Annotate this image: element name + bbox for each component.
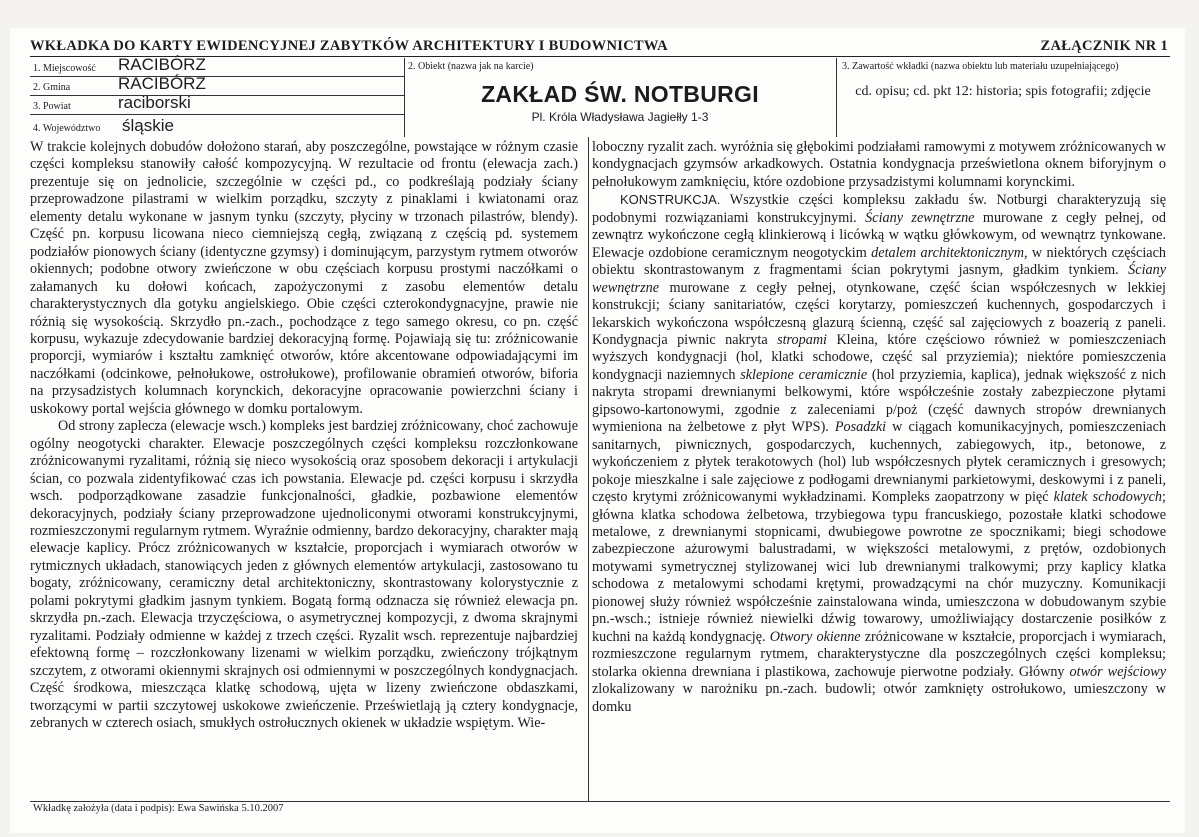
contents-field xyxy=(836,58,1170,137)
county-value: raciborski xyxy=(118,93,191,112)
contents-value: cd. opisu; cd. pkt 12: historia; spis fotografii; zdjęcie xyxy=(855,84,1151,99)
footer-rule xyxy=(30,801,1170,802)
location-fields xyxy=(30,55,405,137)
construction-heading: KONSTRUKCJA. xyxy=(620,192,721,208)
voivodeship-label: 4. Województwo xyxy=(33,123,101,134)
construction-paragraph xyxy=(592,191,1166,716)
footer-signature: Wkładkę założyła (data i podpis): Ewa Sawińska 5.10.2007 xyxy=(33,803,284,814)
construction-text: (hol przyziemia, kaplica), jednak większość z nich nakryta stropami drewnianymi belkowymi, które współcześnie zostały zabezpieczone płytami gipsowo-kartonowymi, zgodnie z zaleceniami p/poż (część dawnych stropów drewnianych wymieniona na żelbetowe z płyt WPS). xyxy=(592,366,1166,436)
object-field xyxy=(404,58,837,137)
commune-label: 2. Gmina xyxy=(33,82,71,93)
construction-term: otwór wejściowy xyxy=(1069,663,1166,680)
object-address: Pl. Króla Władysława Jagiełły 1-3 xyxy=(531,110,709,124)
document-title: WKŁADKA DO KARTY EWIDENCYJNEJ ZABYTKÓW ARCHITEKTURY I BUDOWNICTWA xyxy=(30,38,668,54)
locality-value: RACIBÓRZ xyxy=(118,55,206,74)
object-name: ZAKŁAD ŚW. NOTBURGI xyxy=(481,81,759,107)
construction-term: detalem architektonicznym xyxy=(871,244,1024,261)
contents-label: 3. Zawartość wkładki (nazwa obiektu lub materiału uzupełniającego) xyxy=(842,61,1119,72)
right-text-column xyxy=(592,139,1166,716)
construction-text: zlokalizowany w narożniku pn.-zach. budowli; otwór zamknięty ostrołukowo, umieszczony w domku xyxy=(592,681,1166,715)
left-paragraph-1: W trakcie kolejnych dobudów dołożono starań, aby poszczególne, powstające w różnym czasie części kompleksu stanowiły całość kompozycyjną. W rezultacie od frontu (elewacja zach.) prezentuje się on jednolicie, szczególnie w części pd., co podkreślają podziały ściany przeprowadzone pilastrami w wielkim porządku, szczyty z pinaklami i kwiatonami oraz elementy detalu wykonane w jasnym tynku (szczyty, płyciny w trzonach pilastrów, blendy). Część pn. korpusu licowana nieco ciemniejszą cegłą, związaną z częścią pd. systemem podziałów pionowych ściany (identyczne gzymsy) i dominującym, parzystym rytmem otworów okiennych; podobne otwory zwieńczone w obu częściach korpusu prostymi naczółkami o załamanych ku dołowi końcach, zapożyczonymi z zasobu elementów detalu charakterystycznych dla gotyku angielskiego. Obie części czterokondygnacyjne, prawie nie różnią się wysokością. Skrzydło pn.-zach., pochodzące z tego samego okresu, co pn. część korpusu, wykazuje zdecydowanie bardziej dekoracyjną formę. Pojawiają się tu: zróżnicowanie proporcji, wymiarów i kształtu zamknięć otworów, które akcentowane odpowiadającymi im naczółkami (odcinkowe, pełnołukowe, ostrołukowe), profilowanie obramień otworów, biforia na przysadzistych kolumnach korynckich, dekoracyjne opracowanie powierzchni ściany i uskokowy portal wejścia głównego w domku portalowym. xyxy=(30,139,578,417)
construction-term: Ściany zewnętrzne xyxy=(865,209,975,226)
header-table xyxy=(30,55,1170,137)
commune-row xyxy=(30,74,404,96)
construction-text: Wszystkie części kompleksu zakładu św. Notburgi charakteryzują się podobnymi rozwiązaniami konstrukcyjnymi. xyxy=(592,192,1166,226)
construction-text: murowane z cegły pełnej, od zewnątrz wykończone cegłą klinkierową i licówką w wątku główkowym, od wewnątrz tynkowane. Elewacje ozdobione ceramicznym neogotyckim xyxy=(592,209,1166,261)
column-divider xyxy=(588,137,589,802)
voivodeship-value: śląskie xyxy=(122,116,174,135)
construction-term: Otwory okienne xyxy=(769,628,861,645)
title-bar xyxy=(30,36,1170,57)
construction-text: w ciągach komunikacyjnych, pomieszczeniach sanitarnych, piwnicznych, gospodarczych, kuchennych, zabiegowych, itp., betonowe, z wykończeniem z płytek terakotowych (hol) lub współczesnych płytek ceramicznych i gresowych; pokoje mieszkalne i sale zajęciowe z podłogami drewnianymi parkietowymi, deskowymi i z paneli, często krytymi zróżnicowanymi wykładzinami. Kompleks zaopatrzony w pięć xyxy=(592,419,1166,506)
construction-text: murowane z cegły pełnej, otynkowane, część ścian współczesnych w lekkiej konstrukcji; ściany sanitariatów, części korytarzy, pomieszczeń kuchennych, gospodarczych i lekarskich wykończona współczesną glazurą ścienną, część sal zajęciowych z boazerią z paneli. Kondygnacja piwnic nakryta xyxy=(592,279,1166,348)
construction-text: Kleina, które częściowo również w pomieszczeniach wyższych kondygnacji (hol, klatki schodowe, część sal przyziemia); niektóre pomieszczenia kondygnacji naziemnych xyxy=(592,331,1167,383)
right-paragraph-1: loboczny ryzalit zach. wyróżnia się głębokimi podziałami ramowymi z motywem zróżnicowanych w kondygnacjach gzymsów arkadkowych. Ostatnia kondygnacja prześwietlona oknem biforyjnym o pełnołukowym zamknięciu, które ozdobione przysadzistymi kolumnami korynckimi. xyxy=(592,139,1166,190)
locality-row xyxy=(30,55,404,77)
construction-text: , w niektórych częściach obiektu skontrastowanym z fragmentami ścian pokrytymi jasnym, gładkim tynkiem. xyxy=(592,244,1166,279)
county-label: 3. Powiat xyxy=(33,101,71,112)
object-label: 2. Obiekt (nazwa jak na karcie) xyxy=(408,61,534,72)
construction-term: stropami xyxy=(777,331,828,348)
commune-value: RACIBÓRZ xyxy=(118,74,206,93)
construction-term: sklepione ceramicznie xyxy=(740,366,868,383)
left-text-column xyxy=(30,139,578,732)
construction-term: klatek schodowych xyxy=(1053,489,1163,506)
annex-number: ZAŁĄCZNIK NR 1 xyxy=(1040,38,1168,54)
construction-term: Ściany wewnętrzne xyxy=(592,262,1166,296)
left-paragraph-2: Od strony zaplecza (elewacje wsch.) kompleks jest bardziej zróżnicowany, choć zachowuje ogólny neogotycki charakter. Elewacje poszczególnych części kompleksu rozczłonkowane zróżnicowanymi ryzalitami, różnią się nieco wysokością oraz sposobem dekoracji i artykulacji ścian, co pozwala zidentyfikować czas ich powstania. Elewacje pd. części korpusu i skrzydła wsch. podporządkowane zasadzie funkcjonalności, gładkie, pozbawione elementów dekoracyjnych, podziały ściany przeprowadzone ujednoliconymi otworami konstrukcyjnymi, rozmieszczonymi regularnym rytmem. Wyraźnie odmienny, bardzo dekoracyjny, charakter mają elewacje kaplicy. Prócz zróżnicowanych w kształcie, proporcjach i wymiarach otworów w rytmicznych układach, stanowiących jeden z głównych elementów artykulacji, zastosowano tu bogaty, zróżnicowany, ceramiczny detal architektoniczny, skontrastowany kolorystycznie z polami pokrytymi gładkim jasnym tynkiem. Bogatą formą odznacza się również elewacja pn. skrzydła pn.-zach. Elewacja trzyczęściowa, o asymetrycznej kompozycji, z dwoma skrajnymi ryzalitami. Podziały odmienne w każdej z trzech części. Ryzalit wsch. reprezentuje najbardziej efektowną formę – rozczłonkowany lizenami w wielkim porządku, zwieńczony trójkątnym szczytem, z otworami okiennymi skrajnych osi odmiennymi w poszczególnych kondygnacjach. Część środkowa, mieszcząca klatkę schodową, ujęta w lizeny zwieńczone obdaszkami, tworzącymi w partii szczytowej uskokowe zwieńczenie. Prześwietlają ją cztery kondygnacje, zebranych w czterech osiach, smukłych ostrołucznych okienek w układzie wspiętym. Wie- xyxy=(30,418,578,731)
construction-term: Posadzki xyxy=(834,419,887,436)
locality-label: 1. Miejscowość xyxy=(33,63,96,74)
construction-text: ; główna klatka schodowa żelbetowa, trzybiegowa typu francuskiego, pozostałe klatki schodowe metalowe, z drewnianymi stopnicami, dwubiegowe powrotne ze spocznikami; biegi schodowe zabezpieczone ażurowymi balustradami, w większości metalowymi, z prętów, ozdobionych motywami symetrycznej stylizowanej wici lub drewnianymi tralkowymi; przy kaplicy klatka schodowa z metalowymi schodami krętymi, prowadzącymi na chór muzyczny. Komunikacji pionowej służy również współcześnie zainstalowana winda, umieszczona w dobudowanym szybie pn.-wsch.; istnieje również niewielki dźwig towarowy, umożliwiający dostarczenie posiłków z kuchni na każdą kondygnację. xyxy=(592,489,1166,645)
construction-text: zróżnicowane w kształcie, proporcjach i wymiarach, rozmieszczone regularnym rytmem, charakterystyczne dla poszczególnych części kompleksu; stolarka okienna drewniana i plastikowa, zachowuje pierwotne podziały. Główny xyxy=(592,628,1166,680)
county-row xyxy=(30,93,404,115)
voivodeship-row xyxy=(30,115,404,137)
